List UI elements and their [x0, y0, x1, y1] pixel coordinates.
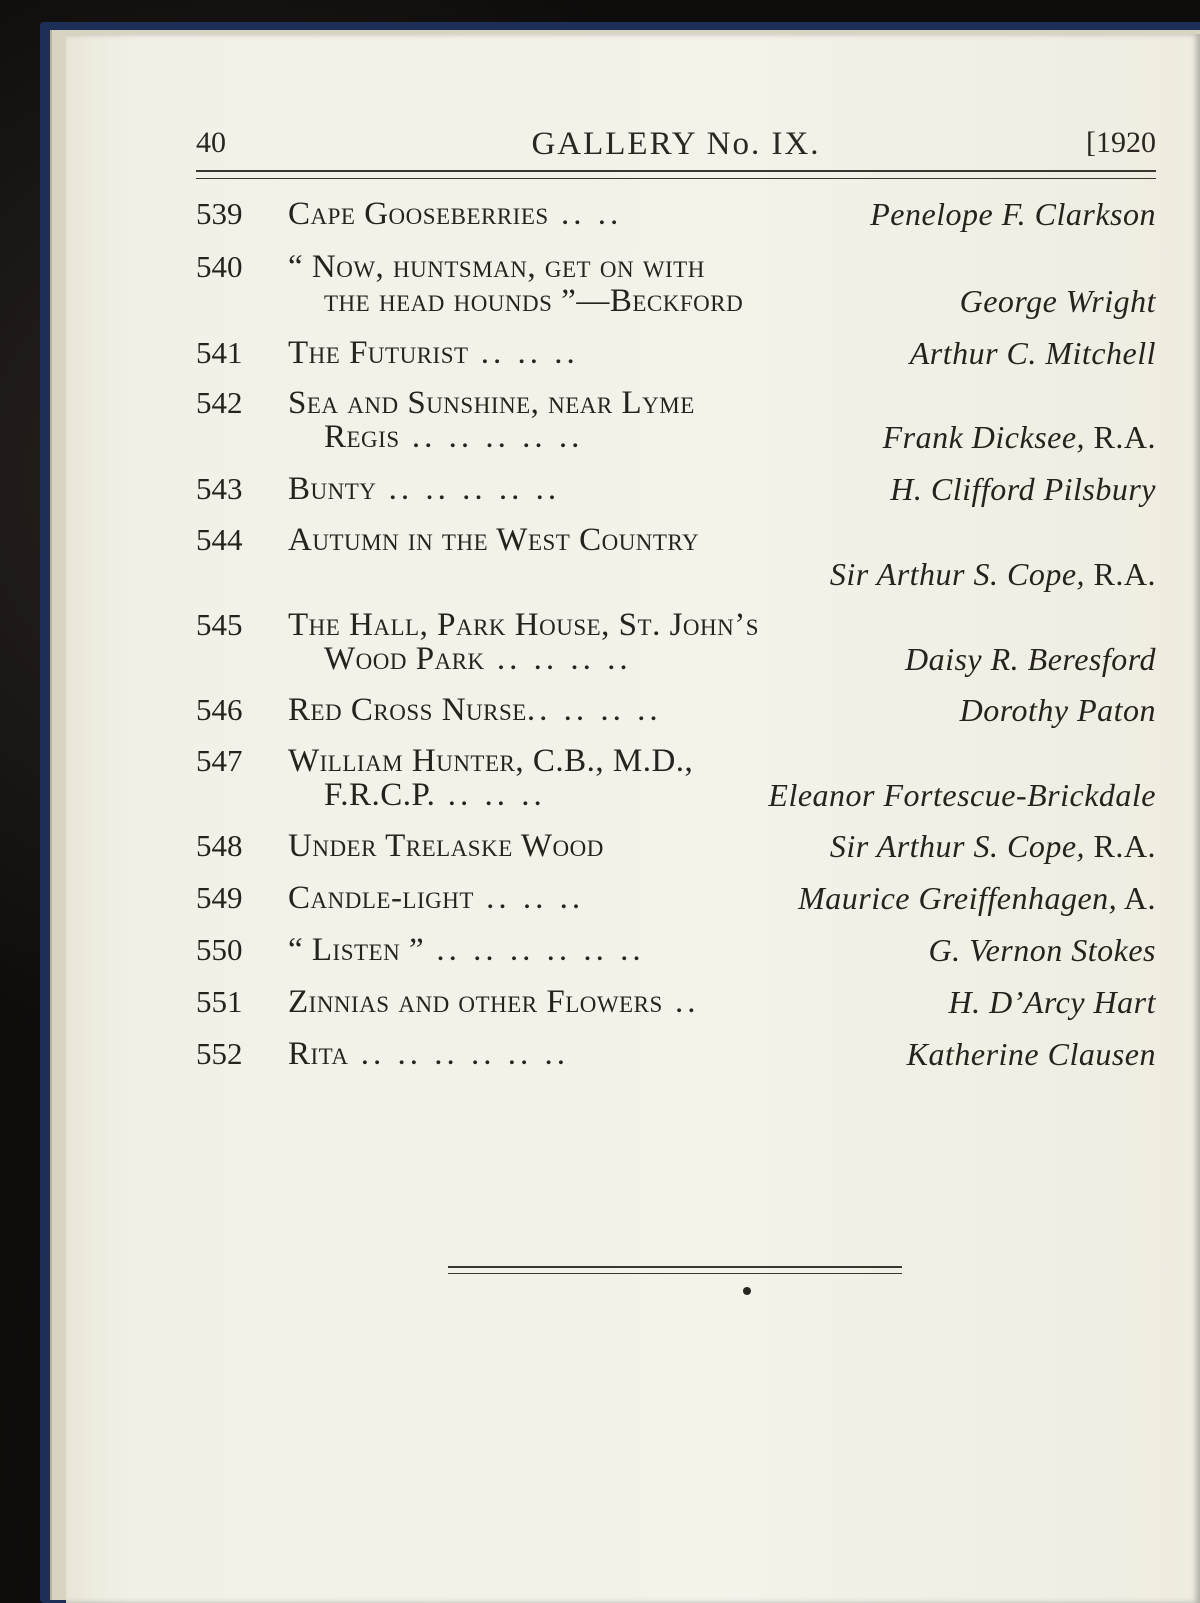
entry-artist: H. Clifford Pilsbury	[890, 471, 1156, 507]
entry-artist: Dorothy Paton	[959, 692, 1156, 728]
entry-artist: Daisy R. Beresford	[904, 641, 1156, 677]
entry-title: Zinnias and other Flowers ..	[288, 984, 700, 1020]
entry-title: William Hunter, C.B., M.D.,	[288, 743, 694, 779]
entry-number: 546	[196, 692, 243, 727]
entry-artist: Penelope F. Clarkson	[870, 196, 1156, 232]
entry-number: 547	[196, 743, 243, 778]
entry-artist: Katherine Clausen	[906, 1036, 1156, 1072]
catalogue-entry	[196, 336, 1156, 376]
header-rule	[196, 170, 1156, 179]
entry-title: Sea and Sunshine, near Lyme	[288, 385, 695, 421]
entry-number: 550	[196, 932, 243, 967]
catalogue-entry	[196, 523, 1156, 593]
entry-number: 544	[196, 522, 243, 557]
entry-title: Candle-light .. .. ..	[288, 880, 585, 916]
catalogue-entry	[196, 744, 1156, 814]
page-number: 40	[196, 126, 226, 159]
entry-artist: George Wright	[959, 283, 1156, 319]
entry-number: 542	[196, 385, 243, 420]
catalogue-entry	[196, 693, 1156, 733]
entry-artist: Sir Arthur S. Cope, R.A.	[829, 828, 1156, 864]
entry-title-continued: Wood Park .. .. .. ..	[324, 641, 632, 677]
entry-title: “ Now, huntsman, get on with	[288, 249, 705, 285]
entry-artist: Arthur C. Mitchell	[909, 335, 1156, 371]
entry-title: Rita .. .. .. .. .. ..	[288, 1036, 569, 1072]
entry-artist: Maurice Greiffenhagen, A.	[798, 880, 1156, 916]
catalogue-entry	[196, 985, 1156, 1025]
entry-number: 543	[196, 471, 243, 506]
entry-artist: H. D’Arcy Hart	[948, 984, 1156, 1020]
entry-title: Cape Gooseberries .. ..	[288, 196, 623, 232]
entry-title: The Hall, Park House, St. John’s	[288, 607, 760, 643]
catalogue-entry	[196, 933, 1156, 973]
entry-title: “ Listen ” .. .. .. .. .. ..	[288, 932, 645, 968]
entry-number: 548	[196, 828, 243, 863]
catalogue-entry	[196, 1037, 1156, 1077]
entry-title: Autumn in the West Country	[288, 522, 700, 558]
entry-title: Under Trelaske Wood	[288, 828, 604, 864]
catalogue-entry	[196, 829, 1156, 869]
entry-title: Bunty .. .. .. .. ..	[288, 471, 561, 507]
entry-artist: Eleanor Fortescue-Brickdale	[768, 777, 1156, 813]
entry-title-continued: Regis .. .. .. .. ..	[324, 419, 584, 455]
entry-title: The Futurist .. .. ..	[288, 335, 579, 371]
page-header	[196, 118, 1156, 166]
entry-artist: G. Vernon Stokes	[928, 932, 1156, 968]
entry-artist: Sir Arthur S. Cope, R.A.	[829, 556, 1156, 592]
catalogue-entry	[196, 250, 1156, 320]
entry-number: 551	[196, 984, 243, 1019]
entry-number: 541	[196, 335, 243, 370]
end-ornament	[743, 1287, 751, 1295]
catalogue-entry	[196, 197, 1156, 237]
entry-artist: Frank Dicksee, R.A.	[882, 419, 1156, 455]
entry-title-continued: F.R.C.P. .. .. ..	[324, 777, 546, 813]
entry-title-continued: the head hounds ”—Beckford	[324, 283, 744, 319]
catalogue-entry	[196, 608, 1156, 678]
entry-number: 540	[196, 249, 243, 284]
entry-number: 545	[196, 607, 243, 642]
entry-number: 552	[196, 1036, 243, 1071]
entry-title: Red Cross Nurse.. .. .. ..	[288, 692, 662, 728]
page-title: GALLERY No. IX.	[531, 126, 821, 162]
entry-number: 539	[196, 196, 243, 231]
page-year: [1920	[1086, 126, 1156, 159]
entry-number: 549	[196, 880, 243, 915]
catalogue-entry	[196, 881, 1156, 921]
catalogue-entry	[196, 386, 1156, 456]
end-rule	[448, 1266, 902, 1274]
catalogue-entry	[196, 472, 1156, 512]
